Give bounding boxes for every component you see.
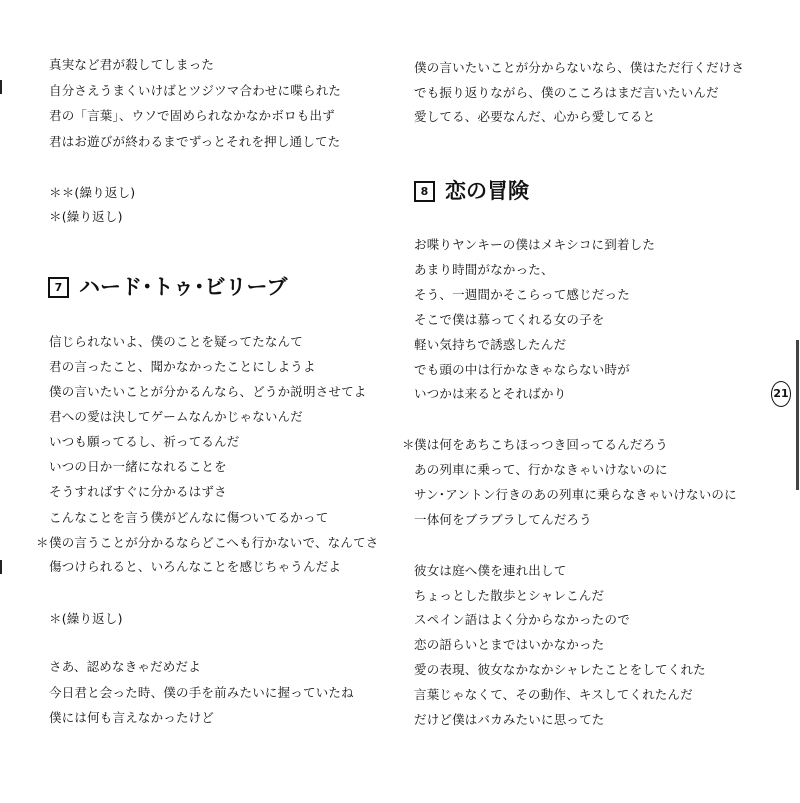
lyric-line: サン･アントン行きのあの列車に乗らなきゃいけないのに — [414, 487, 737, 502]
lyric-line: そうすればすぐに分かるはずさ — [49, 484, 227, 499]
lyric-line: 僕の言いたいことが分かるんなら、どうか説明させてよ — [49, 384, 367, 399]
lyric-line: 愛してる、必要なんだ、心から愛してると — [414, 109, 656, 124]
lyric-line: さあ、認めなきゃだめだよ — [49, 659, 201, 674]
page-number: 21 — [771, 381, 791, 407]
lyric-line: いつの日か一緒になれることを — [49, 459, 227, 474]
song-heading-8 — [414, 178, 529, 204]
edge-mark — [0, 80, 2, 94]
track-number-badge: 8 — [414, 181, 435, 202]
lyric-line: ちょっとした散歩とシャレこんだ — [414, 588, 605, 603]
lyric-line: 君の言ったこと、聞かなかったことにしようよ — [49, 359, 316, 374]
repeat-note: ＊＊(繰り返し) — [49, 185, 136, 200]
lyric-line: 僕の言いたいことが分からないなら、僕はただ行くだけさ — [414, 60, 745, 75]
lyric-line: 君はお遊びが終わるまでずっとそれを押し通してた — [49, 134, 341, 149]
lyric-line: 僕の言うことが分かるならどこへも行かないで、なんてさ — [49, 535, 379, 550]
lyric-line: スペイン語はよく分からなかったので — [414, 612, 630, 627]
lyric-line: 僕には何も言えなかったけど — [49, 710, 215, 725]
edge-mark — [0, 560, 2, 574]
lyric-line: 今日君と会った時、僕の手を前みたいに握っていたね — [49, 685, 354, 700]
lyric-line: いつかは来るとそればかり — [414, 386, 567, 401]
song-title: ハード･トゥ･ビリーブ — [79, 275, 288, 299]
lyric-line: 僕は何をあちこちほっつき回ってるんだろう — [414, 437, 669, 452]
song-heading-7 — [48, 274, 287, 300]
lyric-line: いつも願ってるし、祈ってるんだ — [49, 434, 240, 449]
lyric-line: 彼女は庭へ僕を連れ出して — [414, 563, 567, 578]
lyric-line: 言葉じゃなくて、その動作、キスしてくれたんだ — [414, 687, 693, 702]
edge-mark — [796, 340, 799, 490]
lyric-line: そこで僕は慕ってくれる女の子を — [414, 312, 605, 327]
lyric-line: 軽い気持ちで誘惑したんだ — [414, 337, 567, 352]
lyric-line: だけど僕はバカみたいに思ってた — [414, 712, 605, 727]
lyric-line: でも頭の中は行かなきゃならない時が — [414, 362, 630, 377]
lyric-line: あまり時間がなかった、 — [414, 262, 554, 277]
lyric-line: こんなことを言う僕がどんなに傷ついてるかって — [49, 510, 329, 525]
lyric-line: 愛の表現、彼女なかなかシャレたことをしてくれた — [414, 662, 706, 677]
repeat-note: ＊(繰り返し) — [49, 611, 123, 626]
lyric-line: 君の「言葉」、ウソで固められなかなかボロも出ず — [49, 108, 335, 123]
lyric-line: 一体何をブラブラしてんだろう — [414, 512, 592, 527]
lyric-line: 真実など君が殺してしまった — [49, 57, 215, 72]
lyric-line: 自分さえうまくいけばとツジツマ合わせに喋られた — [49, 83, 342, 98]
chorus-marker: ＊ — [36, 535, 49, 550]
lyric-line: あの列車に乗って、行かなきゃいけないのに — [414, 462, 668, 477]
lyric-line: でも振り返りながら、僕のこころはまだ言いたいんだ — [414, 85, 719, 100]
repeat-note: ＊(繰り返し) — [49, 209, 123, 224]
lyric-line: 信じられないよ、僕のことを疑ってたなんて — [49, 334, 304, 349]
lyric-line: 傷つけられると、いろんなことを感じちゃうんだよ — [49, 559, 342, 574]
chorus-marker: ＊ — [402, 437, 415, 452]
lyric-line: お喋りヤンキーの僕はメキシコに到着した — [414, 237, 656, 252]
lyric-line: そう、一週間かそこらって感じだった — [414, 287, 630, 302]
lyric-line: 恋の語らいとまではいかなかった — [414, 637, 605, 652]
track-number-badge: 7 — [48, 277, 69, 298]
lyric-line: 君への愛は決してゲームなんかじゃないんだ — [49, 409, 304, 424]
song-title: 恋の冒険 — [445, 179, 529, 203]
